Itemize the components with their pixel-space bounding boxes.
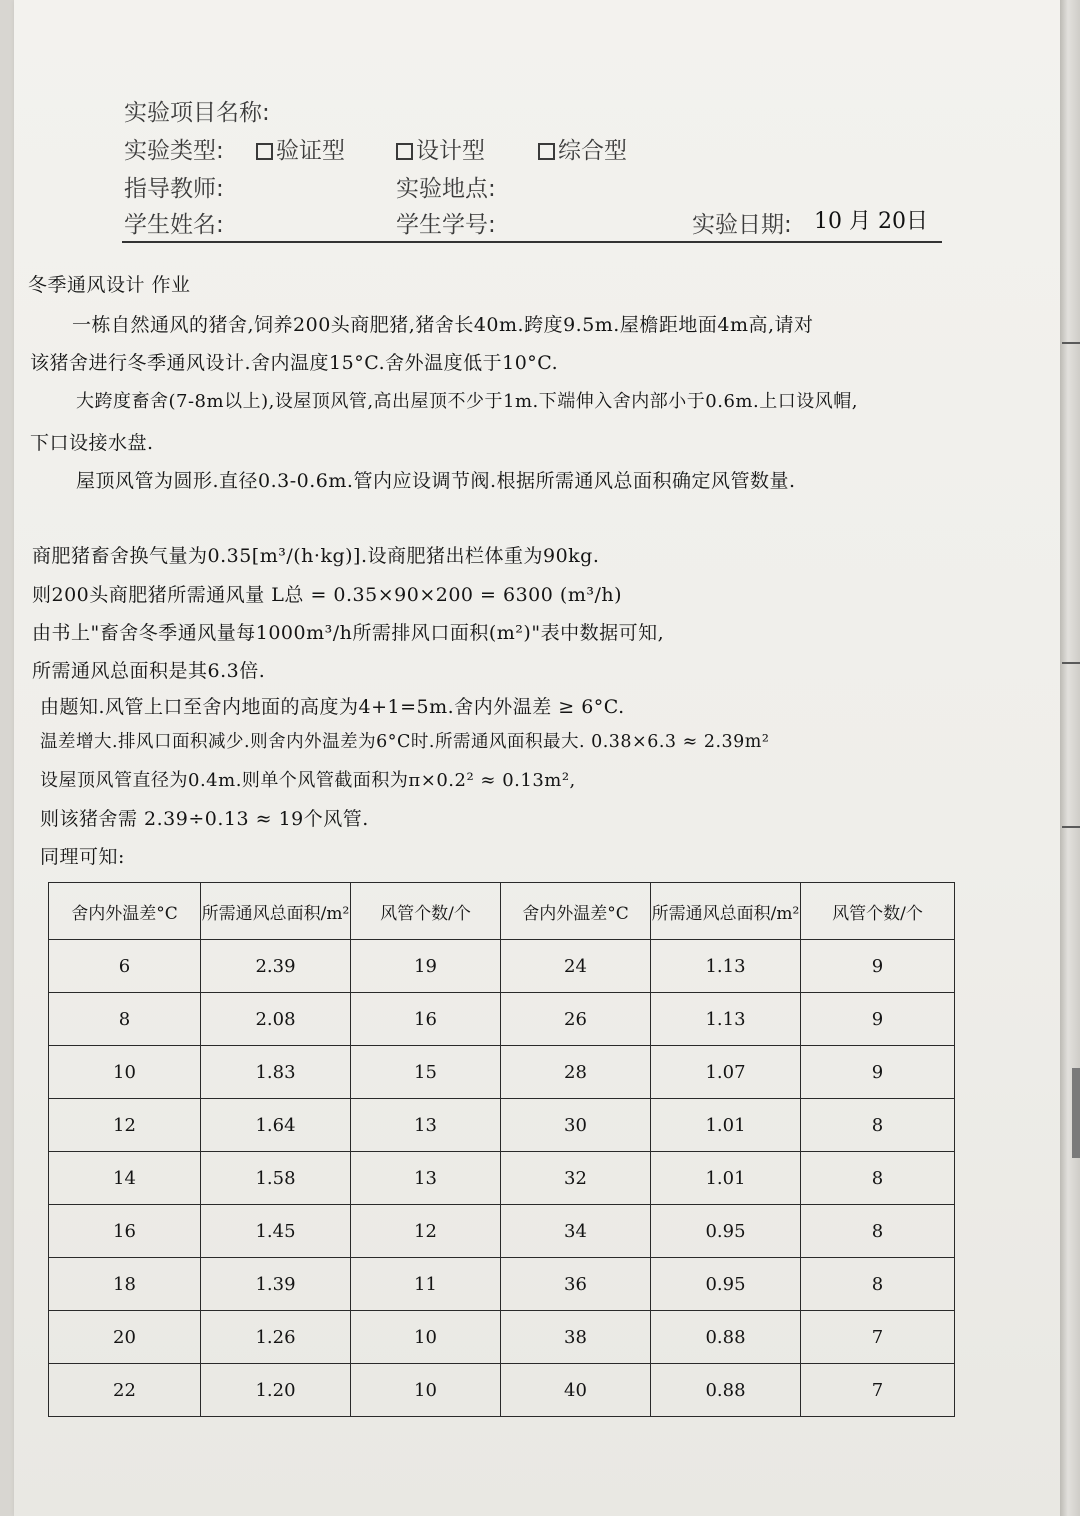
table-cell: 34 — [501, 1205, 651, 1258]
table-cell: 2.39 — [201, 940, 351, 993]
text-line: 同理可知: — [40, 846, 125, 868]
table-cell: 12 — [49, 1099, 201, 1152]
edge-mark — [1062, 342, 1080, 344]
table-cell: 2.08 — [201, 993, 351, 1046]
experiment-type-label: 实验类型: — [124, 138, 224, 164]
project-name-label: 实验项目名称: — [124, 100, 270, 126]
teacher-label: 指导教师: — [124, 176, 224, 202]
table-cell: 14 — [49, 1152, 201, 1205]
table-cell: 1.13 — [651, 940, 801, 993]
header-divider — [122, 241, 942, 243]
table-row — [49, 1311, 955, 1364]
table-cell: 38 — [501, 1311, 651, 1364]
table-cell: 32 — [501, 1152, 651, 1205]
column-header: 所需通风总面积/m² — [651, 883, 801, 940]
table-cell: 15 — [351, 1046, 501, 1099]
table-cell: 8 — [801, 1152, 955, 1205]
table-cell: 13 — [351, 1152, 501, 1205]
table-cell: 1.07 — [651, 1046, 801, 1099]
table-cell: 9 — [801, 1046, 955, 1099]
student-id-label: 学生学号: — [396, 212, 496, 238]
table-cell: 19 — [351, 940, 501, 993]
table-cell: 11 — [351, 1258, 501, 1311]
text-line: 下口设接水盘. — [30, 432, 154, 454]
table-cell: 26 — [501, 993, 651, 1046]
table-cell: 16 — [351, 993, 501, 1046]
table-cell: 1.39 — [201, 1258, 351, 1311]
edge-mark — [1062, 826, 1080, 828]
text-line: 则该猪舍需 2.39÷0.13 ≈ 19个风管. — [40, 808, 369, 830]
text-line: 则200头商肥猪所需通风量 L总 = 0.35×90×200 = 6300 (m³/h) — [32, 584, 622, 606]
location-label: 实验地点: — [396, 176, 496, 202]
table-cell: 16 — [49, 1205, 201, 1258]
table-row — [49, 1364, 955, 1417]
column-header: 所需通风总面积/m² — [201, 883, 351, 940]
edge-mark — [1072, 1068, 1080, 1158]
table-cell: 1.01 — [651, 1099, 801, 1152]
edge-mark — [1062, 662, 1080, 664]
table-cell: 7 — [801, 1311, 955, 1364]
text-line: 商肥猪畜舍换气量为0.35[m³/(h·kg)].设商肥猪出栏体重为90kg. — [32, 545, 600, 567]
table-cell: 9 — [801, 993, 955, 1046]
type-option-design[interactable]: 设计型 — [396, 132, 485, 165]
table-cell: 36 — [501, 1258, 651, 1311]
text-line: 设屋顶风管直径为0.4m.则单个风管截面积为π×0.2² ≈ 0.13m², — [40, 770, 576, 791]
table-cell: 1.58 — [201, 1152, 351, 1205]
table-cell: 0.88 — [651, 1364, 801, 1417]
table-cell: 0.95 — [651, 1258, 801, 1311]
table-header-row — [49, 883, 955, 940]
checkbox-icon[interactable] — [396, 143, 413, 160]
table-cell: 28 — [501, 1046, 651, 1099]
table-row — [49, 1152, 955, 1205]
table-row — [49, 1205, 955, 1258]
table-cell: 10 — [49, 1046, 201, 1099]
table-cell: 18 — [49, 1258, 201, 1311]
table-cell: 6 — [49, 940, 201, 993]
table-row — [49, 1258, 955, 1311]
table-cell: 8 — [801, 1205, 955, 1258]
table-cell: 1.64 — [201, 1099, 351, 1152]
table-cell: 1.20 — [201, 1364, 351, 1417]
table-cell: 12 — [351, 1205, 501, 1258]
text-line: 一栋自然通风的猪舍,饲养200头商肥猪,猪舍长40m.跨度9.5m.屋檐距地面4m高,请对 — [72, 314, 814, 336]
table-cell: 40 — [501, 1364, 651, 1417]
table-cell: 8 — [49, 993, 201, 1046]
table-cell: 1.83 — [201, 1046, 351, 1099]
table-cell: 0.88 — [651, 1311, 801, 1364]
table-cell: 9 — [801, 940, 955, 993]
page-stack-edge — [1060, 0, 1080, 1516]
column-header: 风管个数/个 — [351, 883, 501, 940]
type-option-comprehensive[interactable]: 综合型 — [538, 132, 627, 165]
date-label: 实验日期: — [692, 212, 792, 238]
type-option-verify[interactable]: 验证型 — [256, 132, 345, 165]
ventilation-table — [48, 882, 955, 1417]
text-line: 温差增大.排风口面积减少.则舍内外温差为6°C时.所需通风面积最大. 0.38×6.3 ≈ 2.39m² — [40, 732, 770, 752]
column-header: 舍内外温差°C — [49, 883, 201, 940]
table-cell: 1.01 — [651, 1152, 801, 1205]
table-row — [49, 1046, 955, 1099]
table-row — [49, 940, 955, 993]
table-cell: 1.13 — [651, 993, 801, 1046]
checkbox-icon[interactable] — [256, 143, 273, 160]
paper-sheet — [14, 0, 1060, 1516]
text-line: 屋顶风管为圆形.直径0.3-0.6m.管内应设调节阀.根据所需通风总面积确定风管数量. — [76, 470, 796, 492]
text-line: 由题知.风管上口至舍内地面的高度为4+1=5m.舍内外温差 ≥ 6°C. — [40, 696, 625, 718]
text-line: 大跨度畜舍(7-8m以上),设屋顶风管,高出屋顶不少于1m.下端伸入舍内部小于0.6m.上口设风帽, — [76, 391, 858, 412]
table-cell: 10 — [351, 1364, 501, 1417]
date-value: 10 月 20日 — [814, 209, 928, 234]
table-cell: 30 — [501, 1099, 651, 1152]
table-cell: 1.26 — [201, 1311, 351, 1364]
table-cell: 13 — [351, 1099, 501, 1152]
table-row — [49, 1099, 955, 1152]
table-cell: 20 — [49, 1311, 201, 1364]
student-name-label: 学生姓名: — [124, 212, 224, 238]
table-row — [49, 993, 955, 1046]
column-header: 舍内外温差°C — [501, 883, 651, 940]
table-cell: 0.95 — [651, 1205, 801, 1258]
table-cell: 24 — [501, 940, 651, 993]
table-cell: 22 — [49, 1364, 201, 1417]
assignment-title: 冬季通风设计 作业 — [28, 274, 191, 296]
text-line: 该猪舍进行冬季通风设计.舍内温度15°C.舍外温度低于10°C. — [30, 352, 559, 374]
table-cell: 1.45 — [201, 1205, 351, 1258]
column-header: 风管个数/个 — [801, 883, 955, 940]
table-cell: 10 — [351, 1311, 501, 1364]
text-line: 所需通风总面积是其6.3倍. — [32, 660, 266, 682]
table-cell: 8 — [801, 1258, 955, 1311]
text-line: 由书上"畜舍冬季通风量每1000m³/h所需排风口面积(m²)"表中数据可知, — [32, 622, 665, 644]
checkbox-icon[interactable] — [538, 143, 555, 160]
table-cell: 7 — [801, 1364, 955, 1417]
table-cell: 8 — [801, 1099, 955, 1152]
